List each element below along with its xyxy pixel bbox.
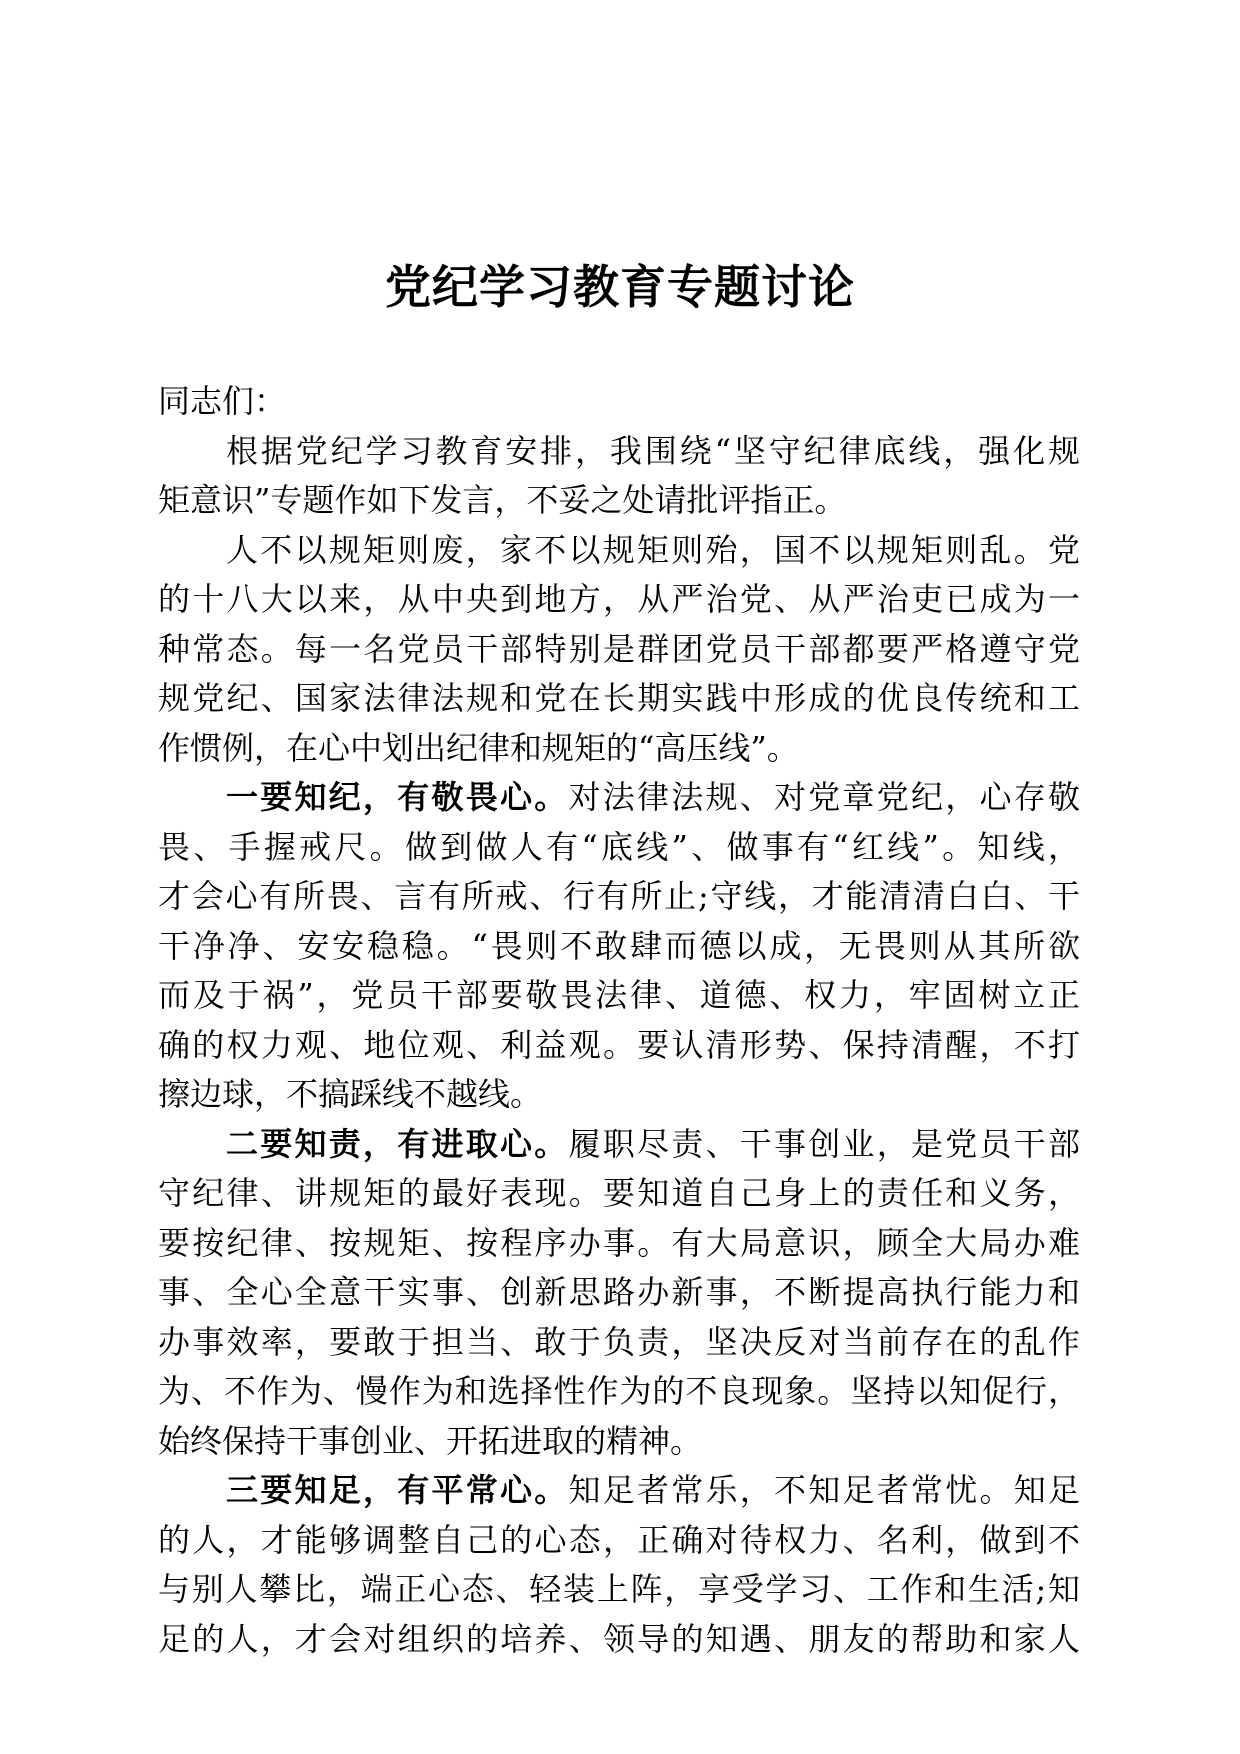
salutation: 同志们： xyxy=(158,382,287,420)
paragraph xyxy=(158,427,1080,526)
section-paragraph xyxy=(158,1120,1080,1467)
paragraph-line: 矩意识”专题作如下发言，不妥之处请批评指正。 xyxy=(158,481,847,519)
paragraph-line xyxy=(158,1120,1080,1170)
paragraph-line: 守纪律、讲规矩的最好表现。要知道自己身上的责任和义务， xyxy=(158,1174,1080,1212)
paragraph-line: 与别人攀比，端正心态、轻装上阵，享受学习、工作和生活;知 xyxy=(158,1570,1080,1608)
paragraph-line: 足的人，才会对组织的培养、领导的知遇、朋友的帮助和家人 xyxy=(158,1619,1080,1658)
paragraph-line: 的十八大以来，从中央到地方，从严治党、从严治吏已成为一 xyxy=(158,580,1080,618)
paragraph-line: 确的权力观、地位观、利益观。要认清形势、保持清醒，不打 xyxy=(158,1025,1080,1064)
paragraph-line: 畏、手握戒尺。做到做人有“底线”、做事有“红线”。知线， xyxy=(158,827,1080,866)
section-lead: 一要知纪，有敬畏心。 xyxy=(226,778,569,816)
section-line-text: 知足者常乐，不知足者常忧。知足 xyxy=(568,1471,1080,1509)
section-paragraph xyxy=(158,773,1080,1120)
paragraph-line xyxy=(158,1466,1080,1516)
paragraph-line: 擦边球，不搞踩线不越线。 xyxy=(158,1075,543,1113)
section-lead: 二要知责，有进取心。 xyxy=(226,1124,569,1163)
paragraph-line: 干净净、安安稳稳。“畏则不敢肆而德以成，无畏则从其所欲 xyxy=(158,926,1080,965)
paragraph-line: 始终保持干事创业、开拓进取的精神。 xyxy=(158,1421,703,1460)
section-paragraph xyxy=(158,1466,1080,1664)
paragraph-line: 要按纪律、按规矩、按程序办事。有大局意识，顾全大局办难 xyxy=(158,1223,1080,1262)
paragraph-line: 才会心有所畏、言有所戒、行有所止;守线，才能清清白白、干 xyxy=(158,877,1080,915)
paragraph-line: 而及于祸”，党员干部要敬畏法律、道德、权力，牢固树立正 xyxy=(158,976,1080,1014)
page-title: 党纪学习教育专题讨论 xyxy=(385,260,855,314)
paragraph-line: 为、不作为、慢作为和选择性作为的不良现象。坚持以知促行， xyxy=(158,1372,1080,1410)
paragraph-line: 的人，才能够调整自己的心态，正确对待权力、名利，做到不 xyxy=(158,1520,1080,1559)
paragraph-line xyxy=(158,773,1080,823)
paragraph-line: 办事效率，要敢于担当、敢于负责，坚决反对当前存在的乱作 xyxy=(158,1322,1080,1361)
paragraph-line: 种常态。每一名党员干部特别是群团党员干部都要严格遵守党 xyxy=(158,629,1080,668)
section-line-text: 履职尽责、干事创业，是党员干部 xyxy=(568,1124,1080,1163)
paragraph-line: 作惯例，在心中划出纪律和规矩的“高压线”。 xyxy=(158,728,799,767)
paragraph-line: 事、全心全意干实事、创新思路办新事，不断提高执行能力和 xyxy=(158,1273,1080,1311)
paragraph-line: 人不以规矩则废，家不以规矩则殆，国不以规矩则乱。党 xyxy=(226,530,1080,569)
paragraph-line: 根据党纪学习教育安排，我围绕“坚守纪律底线，强化规 xyxy=(226,431,1080,470)
document-body xyxy=(158,377,1080,1664)
paragraph xyxy=(158,526,1080,774)
paragraph-line: 规党纪、国家法律法规和党在长期实践中形成的优良传统和工 xyxy=(158,679,1080,717)
section-lead: 三要知足，有平常心。 xyxy=(226,1471,569,1509)
section-line-text: 对法律法规、对党章党纪，心存敬 xyxy=(568,778,1080,816)
